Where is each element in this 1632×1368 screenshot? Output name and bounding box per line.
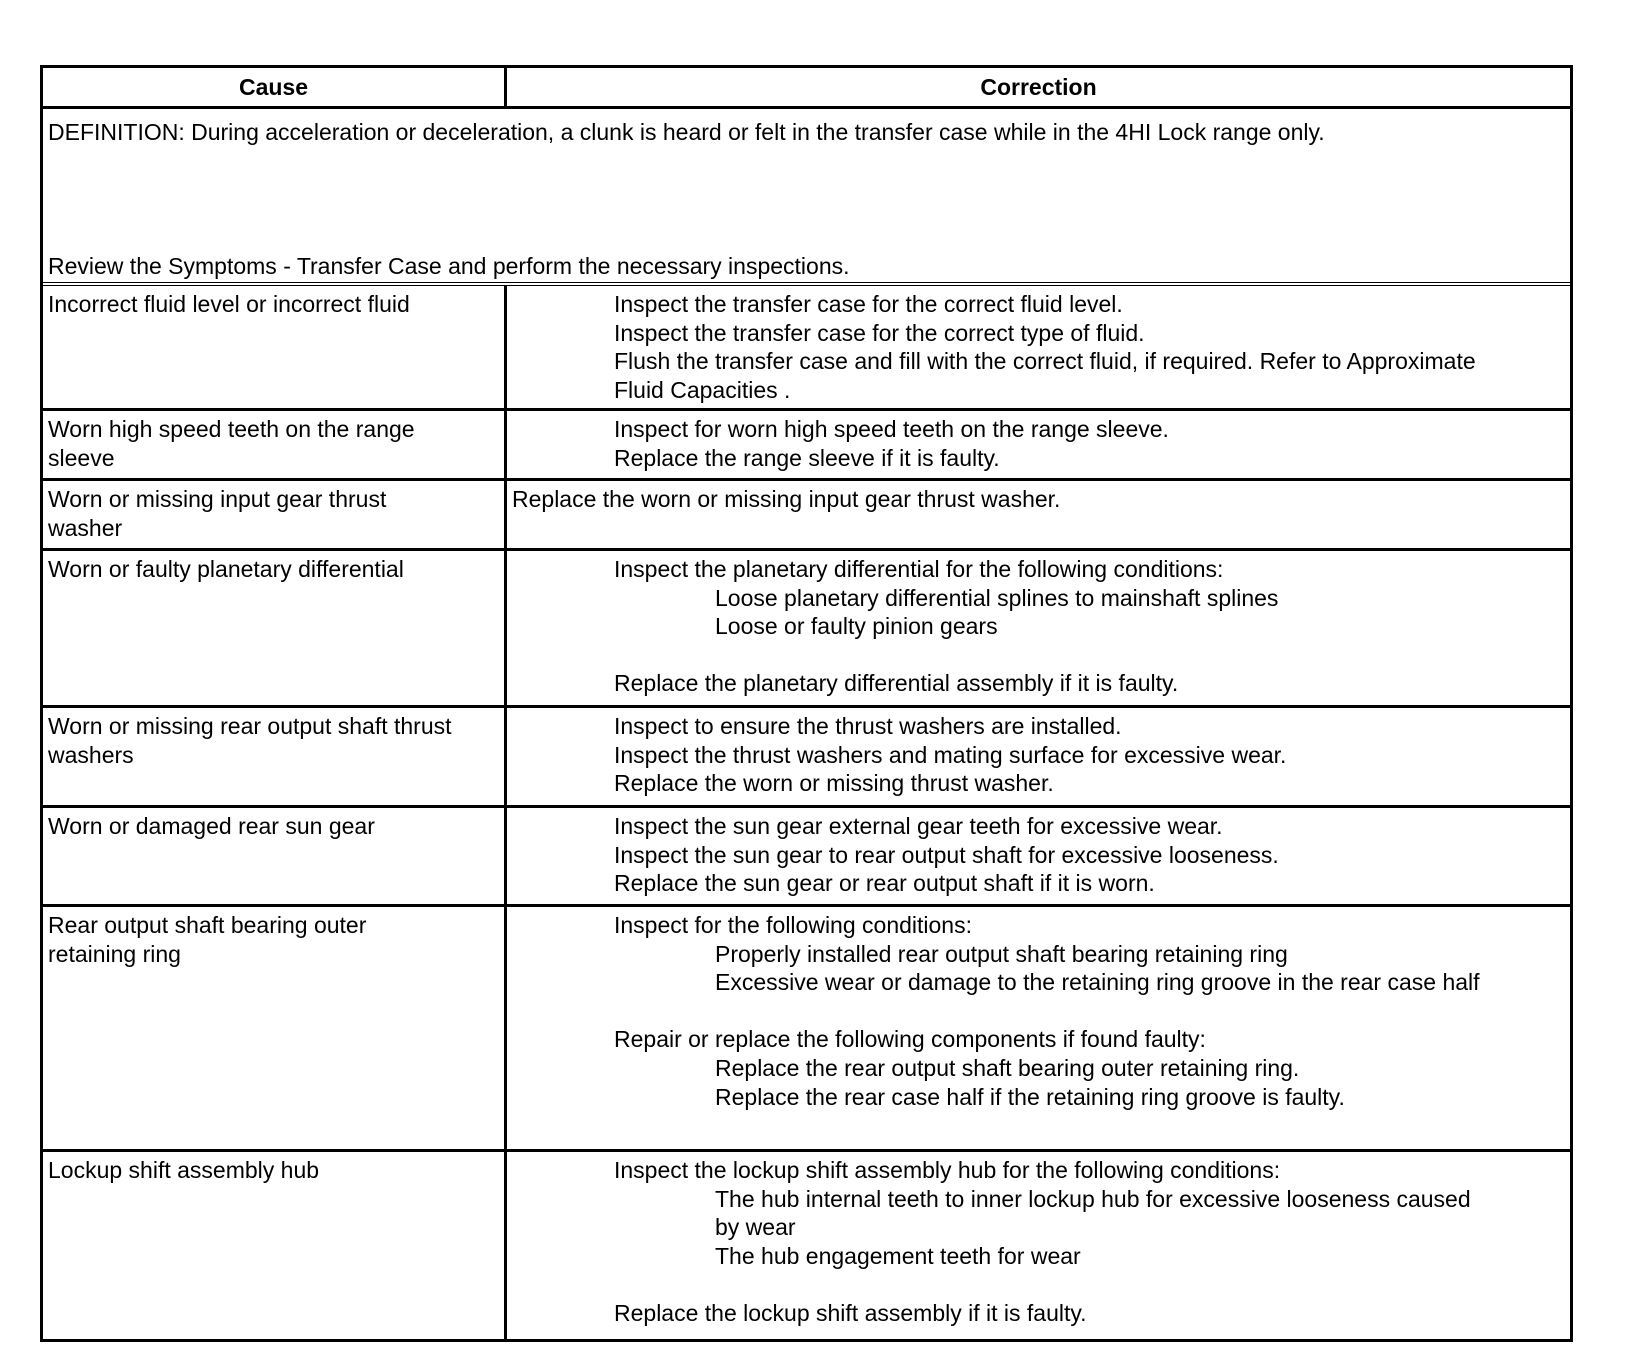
table-row: [43, 286, 1570, 411]
correction-spacer: [507, 997, 1570, 1026]
correction-line: Replace the worn or missing input gear thrust washer.: [512, 486, 1061, 512]
correction-line: Replace the worn or missing thrust washer.: [614, 770, 1054, 797]
table-row: [43, 551, 1570, 708]
correction-line: Inspect the sun gear external gear teeth for excessive wear.: [614, 813, 1223, 839]
cause-cell: Worn high speed teeth on the range sleeve: [43, 411, 507, 478]
table-row: [43, 1152, 1570, 1339]
cause-cell: Worn or missing input gear thrust washer: [43, 481, 507, 548]
correction-line: Replace the planetary differential assembly if it is faulty.: [614, 670, 1179, 697]
correction-line: Inspect the transfer case for the correct type of fluid.: [614, 319, 1145, 346]
correction-subline: Replace the rear case half if the retaining ring groove is faulty.: [715, 1083, 1345, 1110]
correction-line: Replace the lockup shift assembly if it is faulty.: [614, 1299, 1087, 1326]
correction-line: Inspect for the following conditions:: [614, 912, 972, 938]
correction-line: Replace the sun gear or rear output shaft if it is worn.: [614, 870, 1155, 897]
table-row: [43, 411, 1570, 481]
correction-line: Inspect the sun gear to rear output shaft for excessive looseness.: [614, 841, 1279, 868]
definition-text: DEFINITION: During acceleration or deceleration, a clunk is heard or felt in the transfer case while in the 4HI Lock range only.: [48, 119, 1325, 145]
correction-subline: Loose planetary differential splines to mainshaft splines: [715, 584, 1279, 611]
cause-cell: Incorrect fluid level or incorrect fluid: [43, 286, 507, 408]
correction-cell: [507, 708, 1570, 805]
correction-line: Inspect for worn high speed teeth on the range sleeve.: [614, 416, 1169, 442]
cause-cell: Worn or faulty planetary differential: [43, 551, 507, 705]
correction-cell: [507, 907, 1570, 1149]
correction-cell: [507, 808, 1570, 904]
cause-cell: Lockup shift assembly hub: [43, 1152, 507, 1339]
table-row: [43, 708, 1570, 808]
correction-line: Inspect to ensure the thrust washers are installed.: [614, 713, 1122, 739]
table-row: [43, 481, 1570, 551]
cause-cell: Rear output shaft bearing outer retaining ring: [43, 907, 507, 1149]
correction-subline: Replace the rear output shaft bearing outer retaining ring.: [715, 1054, 1300, 1081]
correction-line: Inspect the thrust washers and mating surface for excessive wear.: [614, 741, 1287, 768]
correction-line: Fluid Capacities .: [614, 376, 791, 403]
correction-cell: [507, 551, 1570, 705]
correction-spacer: [507, 641, 1570, 670]
correction-subline: The hub engagement teeth for wear: [715, 1242, 1081, 1269]
correction-subline: Excessive wear or damage to the retaining ring groove in the rear case half: [715, 969, 1480, 996]
definition-block: [43, 109, 1570, 286]
cause-cell: Worn or missing rear output shaft thrust washers: [43, 708, 507, 805]
table-header: [43, 68, 1570, 109]
correction-subline: The hub internal teeth to inner lockup hub for excessive looseness caused: [715, 1185, 1471, 1212]
table-row: [43, 907, 1570, 1152]
correction-line: Inspect the transfer case for the correct fluid level.: [614, 291, 1123, 317]
correction-subline: Loose or faulty pinion gears: [715, 613, 998, 640]
header-correction: Correction: [980, 73, 1097, 100]
correction-cell: [507, 286, 1570, 408]
correction-cell: [507, 411, 1570, 478]
cause-cell: Worn or damaged rear sun gear: [43, 808, 507, 904]
table-row: [43, 808, 1570, 907]
correction-subline: Properly installed rear output shaft bearing retaining ring: [715, 940, 1288, 967]
header-cause: Cause: [43, 68, 507, 106]
correction-line: Replace the range sleeve if it is faulty.: [614, 444, 1000, 471]
correction-cell: [507, 1152, 1570, 1339]
correction-line: Flush the transfer case and fill with the correct fluid, if required. Refer to Approximate: [614, 348, 1476, 375]
review-text: Review the Symptoms - Transfer Case and perform the necessary inspections.: [48, 253, 850, 279]
correction-spacer: [507, 1270, 1570, 1299]
correction-line: Inspect the lockup shift assembly hub for the following conditions:: [614, 1157, 1281, 1183]
correction-cell: [507, 481, 1570, 548]
diagnostic-table: [40, 65, 1573, 1342]
correction-subline: by wear: [715, 1214, 796, 1241]
correction-line: Inspect the planetary differential for the following conditions:: [614, 556, 1224, 582]
correction-line: Repair or replace the following components if found faulty:: [614, 1026, 1206, 1053]
